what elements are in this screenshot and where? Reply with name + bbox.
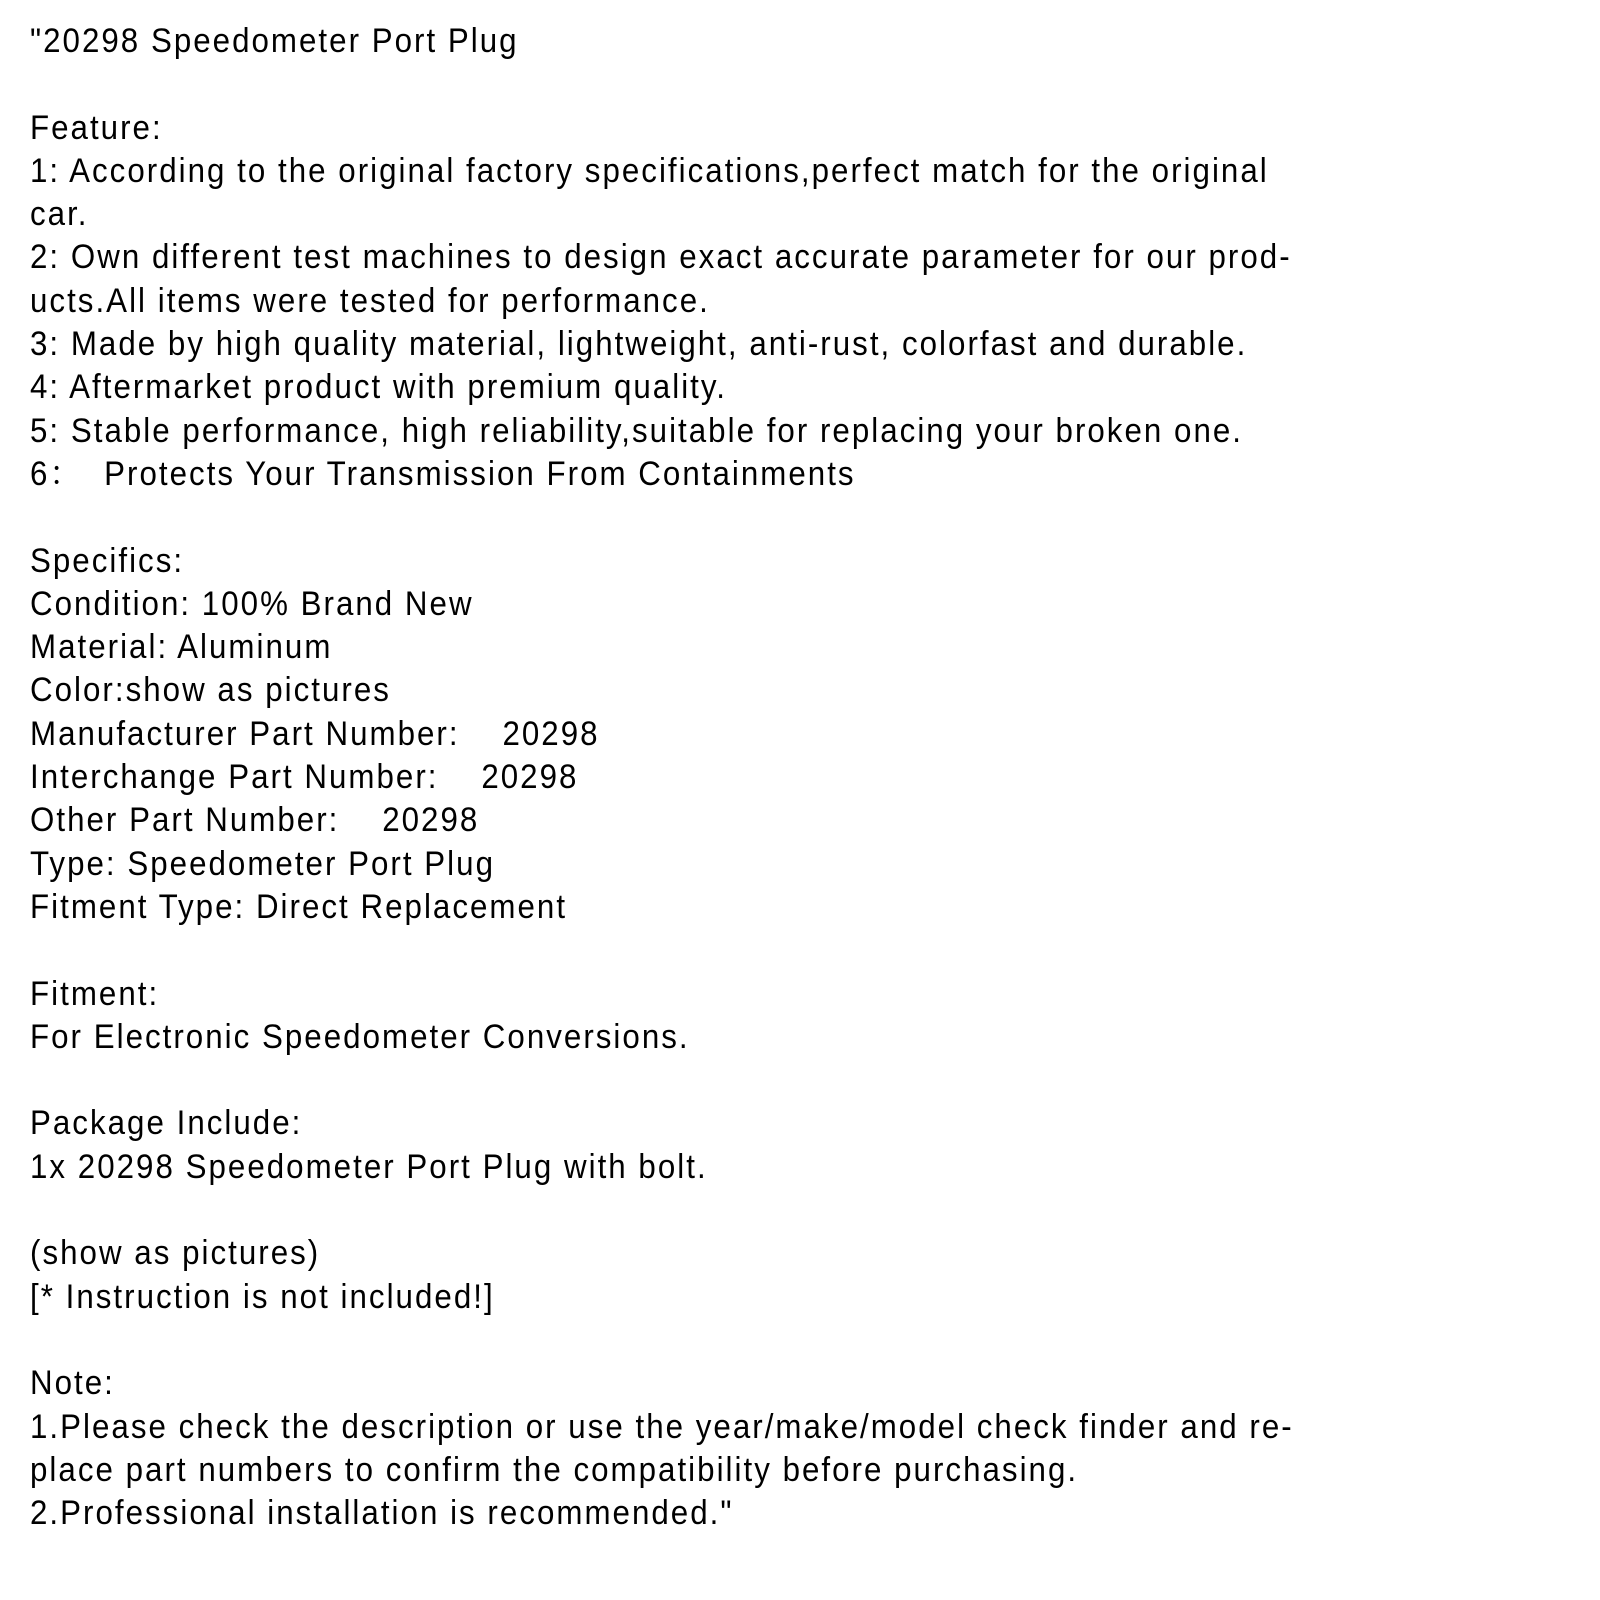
package-heading: Package Include: bbox=[30, 1104, 303, 1143]
spacer bbox=[30, 1189, 1465, 1232]
spec-interchange-part-number: Interchange Part Number: 20298 bbox=[30, 758, 579, 797]
feature-line: 5: Stable performance, high reliability,suitable for replacing your broken one. bbox=[30, 411, 1244, 450]
fitment-section bbox=[30, 973, 1465, 1060]
spec-type: Type: Speedometer Port Plug bbox=[30, 844, 496, 883]
spec-color: Color:show as pictures bbox=[30, 671, 391, 710]
note-section bbox=[30, 1362, 1465, 1535]
fitment-heading: Fitment: bbox=[30, 974, 160, 1013]
spec-condition: Condition: 100% Brand New bbox=[30, 584, 474, 623]
feature-line: 3: Made by high quality material, lightweight, anti-rust, colorfast and durable. bbox=[30, 325, 1248, 364]
spec-other-part-number: Other Part Number: 20298 bbox=[30, 801, 480, 840]
feature-section bbox=[30, 107, 1465, 497]
spec-manufacturer-part-number: Manufacturer Part Number: 20298 bbox=[30, 714, 600, 753]
feature-heading: Feature: bbox=[30, 108, 163, 147]
spacer bbox=[30, 1319, 1465, 1362]
feature-line: 1: According to the original factory specifications,perfect match for the original bbox=[30, 151, 1269, 190]
spacer bbox=[30, 496, 1465, 539]
instruction-not-included-note: [* Instruction is not included!] bbox=[30, 1277, 495, 1316]
package-section bbox=[30, 1102, 1465, 1189]
spacer bbox=[30, 1059, 1465, 1102]
product-description-document bbox=[30, 20, 1465, 1535]
feature-line: 4: Aftermarket product with premium quality. bbox=[30, 368, 727, 407]
note-line: 1.Please check the description or use the year/make/model check finder and re- bbox=[30, 1407, 1294, 1446]
extra-section bbox=[30, 1232, 1465, 1319]
note-line: 2.Professional installation is recommended." bbox=[30, 1494, 734, 1533]
specifics-section bbox=[30, 540, 1465, 930]
note-line: place part numbers to confirm the compatibility before purchasing. bbox=[30, 1450, 1079, 1489]
spacer bbox=[30, 929, 1465, 972]
feature-line: 6： Protects Your Transmission From Containments bbox=[30, 454, 856, 493]
feature-line: car. bbox=[30, 195, 89, 234]
specifics-heading: Specifics: bbox=[30, 541, 185, 580]
note-heading: Note: bbox=[30, 1364, 115, 1403]
feature-line: 2: Own different test machines to design exact accurate parameter for our prod- bbox=[30, 238, 1292, 277]
package-line: 1x 20298 Speedometer Port Plug with bolt. bbox=[30, 1147, 708, 1186]
spec-fitment-type: Fitment Type: Direct Replacement bbox=[30, 887, 568, 926]
feature-line: ucts.All items were tested for performance. bbox=[30, 281, 710, 320]
spacer bbox=[30, 63, 1465, 106]
spec-material: Material: Aluminum bbox=[30, 628, 333, 667]
document-title: "20298 Speedometer Port Plug bbox=[30, 22, 519, 60]
show-as-pictures-note: (show as pictures) bbox=[30, 1234, 321, 1273]
fitment-line: For Electronic Speedometer Conversions. bbox=[30, 1017, 690, 1056]
